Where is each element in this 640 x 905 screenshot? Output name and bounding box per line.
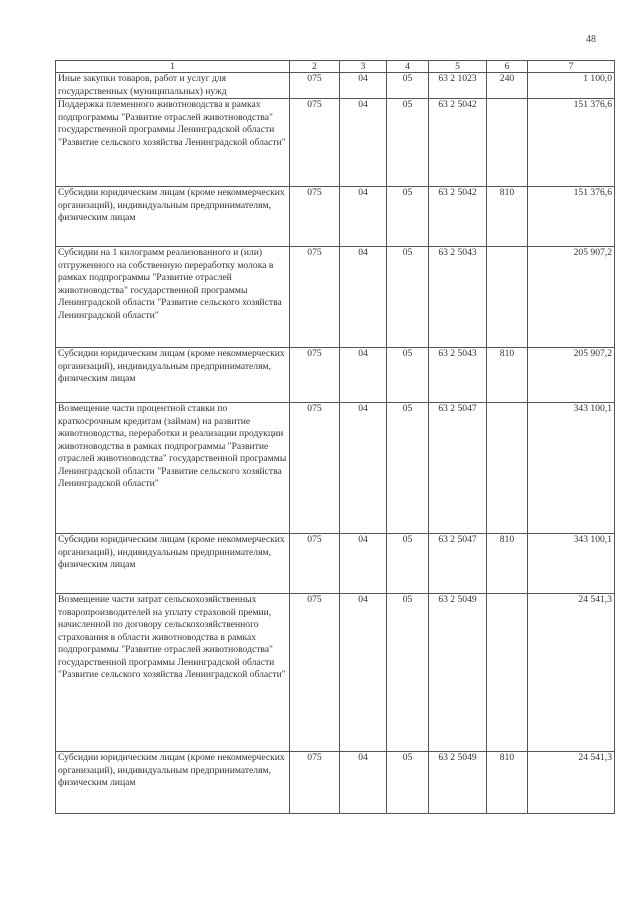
row-target-code: 63 2 5042 [429, 99, 487, 187]
row-section-code: 04 [340, 403, 387, 534]
row-subsection-code: 05 [387, 752, 429, 814]
row-name: Субсидии юридическим лицам (кроме некоммерческих организаций), индивидуальным предпринимателям, физическим лицам [56, 348, 290, 403]
row-ministry-code: 075 [290, 594, 340, 752]
row-subsection-code: 05 [387, 73, 429, 99]
row-subsection-code: 05 [387, 403, 429, 534]
row-ministry-code: 075 [290, 348, 340, 403]
row-ministry-code: 075 [290, 534, 340, 594]
row-amount: 1 100,0 [528, 73, 615, 99]
row-section-code: 04 [340, 187, 387, 247]
row-ministry-code: 075 [290, 73, 340, 99]
table-row [56, 99, 615, 187]
table-row [56, 247, 615, 348]
table-row [56, 348, 615, 403]
row-subsection-code: 05 [387, 534, 429, 594]
row-expense-type: 810 [487, 752, 528, 814]
row-target-code: 63 2 5049 [429, 752, 487, 814]
row-target-code: 63 2 5049 [429, 594, 487, 752]
row-expense-type: 810 [487, 348, 528, 403]
row-expense-type [487, 403, 528, 534]
row-name: Возмещение части затрат сельскохозяйственных товаропроизводителей на уплату страховой премии, начисленной по договору сельскохозяйственного страхования в области животноводства в рамках подпрограммы "Развитие отраслей животноводства" государственной программы Ленинградской области "Развитие сельского хозяйства Ленинградской области" [56, 594, 290, 752]
row-name: Субсидии на 1 килограмм реализованного и (или) отгруженного на собственную переработку молока в рамках подпрограммы "Развитие отраслей животноводства" государственной программы Ленинградской области "Развитие сельского хозяйства Ленинградской области" [56, 247, 290, 348]
row-expense-type [487, 594, 528, 752]
row-target-code: 63 2 5043 [429, 348, 487, 403]
table-row [56, 403, 615, 534]
row-expense-type: 810 [487, 534, 528, 594]
row-name: Поддержка племенного животноводства в рамках подпрограммы "Развитие отраслей животноводства" государственной программы Ленинградской области "Развитие сельского хозяйства Ленинградской области" [56, 99, 290, 187]
row-amount: 205 907,2 [528, 348, 615, 403]
row-expense-type [487, 99, 528, 187]
row-section-code: 04 [340, 99, 387, 187]
row-name: Субсидии юридическим лицам (кроме некоммерческих организаций), индивидуальным предпринимателям, физическим лицам [56, 752, 290, 814]
row-ministry-code: 075 [290, 247, 340, 348]
row-ministry-code: 075 [290, 187, 340, 247]
row-ministry-code: 075 [290, 403, 340, 534]
table-row [56, 594, 615, 752]
row-amount: 151 376,6 [528, 187, 615, 247]
row-expense-type [487, 247, 528, 348]
budget-table [55, 60, 615, 814]
header-row [56, 61, 615, 73]
row-subsection-code: 05 [387, 247, 429, 348]
column-header-7: 7 [528, 61, 615, 73]
row-amount: 343 100,1 [528, 534, 615, 594]
table-row [56, 534, 615, 594]
table-row [56, 187, 615, 247]
row-section-code: 04 [340, 348, 387, 403]
row-target-code: 63 2 5042 [429, 187, 487, 247]
row-subsection-code: 05 [387, 99, 429, 187]
row-amount: 24 541,3 [528, 594, 615, 752]
column-header-5: 5 [429, 61, 487, 73]
column-header-3: 3 [340, 61, 387, 73]
column-header-1: 1 [56, 61, 290, 73]
row-section-code: 04 [340, 73, 387, 99]
row-section-code: 04 [340, 752, 387, 814]
row-target-code: 63 2 1023 [429, 73, 487, 99]
row-ministry-code: 075 [290, 752, 340, 814]
table-row [56, 73, 615, 99]
row-amount: 205 907,2 [528, 247, 615, 348]
row-ministry-code: 075 [290, 99, 340, 187]
row-amount: 24 541,3 [528, 752, 615, 814]
row-subsection-code: 05 [387, 594, 429, 752]
row-expense-type: 240 [487, 73, 528, 99]
row-section-code: 04 [340, 534, 387, 594]
row-subsection-code: 05 [387, 187, 429, 247]
row-target-code: 63 2 5043 [429, 247, 487, 348]
row-section-code: 04 [340, 247, 387, 348]
row-section-code: 04 [340, 594, 387, 752]
table-row [56, 752, 615, 814]
column-header-6: 6 [487, 61, 528, 73]
row-name: Субсидии юридическим лицам (кроме некоммерческих организаций), индивидуальным предпринимателям, физическим лицам [56, 187, 290, 247]
row-name: Субсидии юридическим лицам (кроме некоммерческих организаций), индивидуальным предпринимателям, физическим лицам [56, 534, 290, 594]
column-header-4: 4 [387, 61, 429, 73]
row-target-code: 63 2 5047 [429, 534, 487, 594]
page-number: 48 [586, 34, 596, 45]
row-name: Иные закупки товаров, работ и услуг для государственных (муниципальных) нужд [56, 73, 290, 99]
row-name: Возмещение части процентной ставки по краткосрочным кредитам (займам) на развитие животноводства, переработки и реализации продукции животноводства в рамках подпрограммы "Развитие отраслей животноводства" государственной программы Ленинградской области "Развитие сельского хозяйства Ленинградской области" [56, 403, 290, 534]
row-subsection-code: 05 [387, 348, 429, 403]
row-expense-type: 810 [487, 187, 528, 247]
row-amount: 343 100,1 [528, 403, 615, 534]
row-amount: 151 376,6 [528, 99, 615, 187]
column-header-2: 2 [290, 61, 340, 73]
row-target-code: 63 2 5047 [429, 403, 487, 534]
